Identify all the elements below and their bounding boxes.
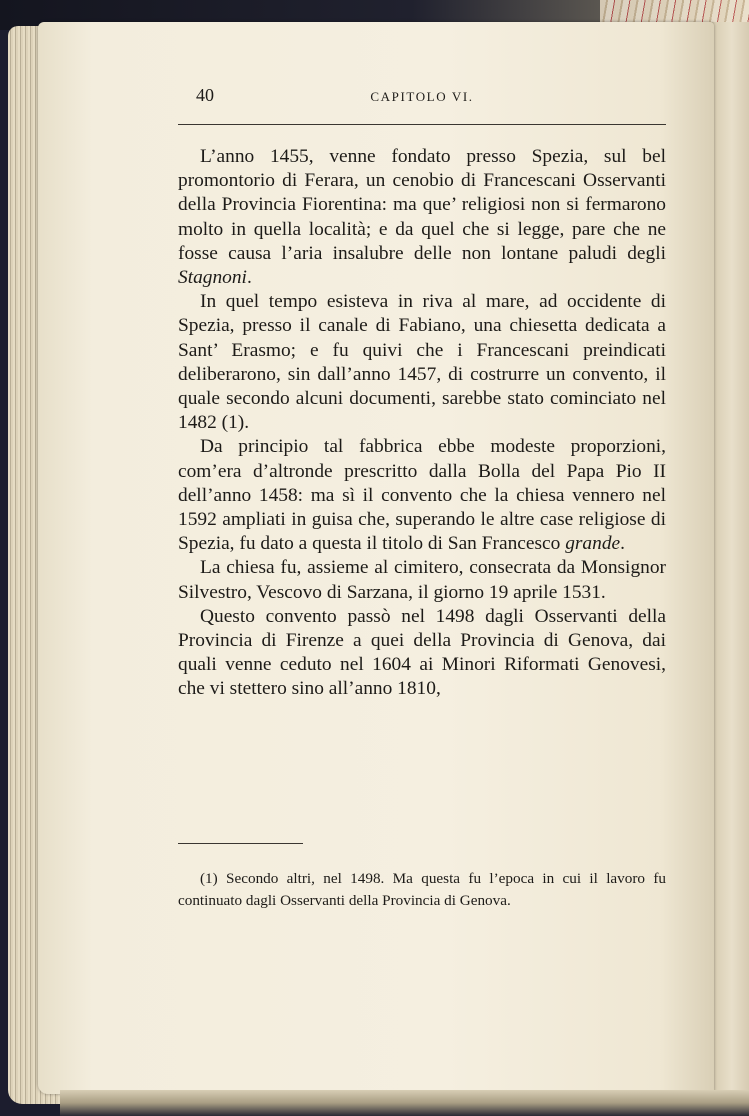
paper-scrap: [600, 0, 749, 22]
page-bottom-edge: [60, 1090, 749, 1116]
paragraph-5: Questo convento passò nel 1498 dagli Osservanti della Provincia di Firenze a quei della Provincia di Genova, dai quali venne ceduto nel 1604 ai Minori Riformati Genovesi, che vi stettero sino all’anno 1810,: [178, 605, 666, 700]
footnote-rule: [178, 843, 303, 844]
italic-term: Stagnoni: [178, 267, 247, 289]
footnote: [178, 868, 666, 911]
chapter-title: CAPITOLO VI.: [370, 89, 474, 104]
body-text: [178, 145, 666, 702]
paragraph-1: L’anno 1455, venne fondato presso Spezia, sul bel promontorio di Ferara, un cenobio di Francescani Osservanti della Provincia Fiorentina: ma que’ religiosi non si fermarono molto in quella località; e da quel che si legge, pare che ne fosse causa l’aria insalubre delle non lontane paludi degli Stagnoni.: [178, 146, 666, 289]
footnote-text: (1) Secondo altri, nel 1498. Ma questa fu l’epoca in cui il lavoro fu continuato dagli Osservanti della Provincia di Genova.: [178, 870, 666, 909]
paragraph-2: In quel tempo esisteva in riva al mare, ad occidente di Spezia, presso il canale di Fabiano, una chiesetta dedicata a Sant’ Erasmo; e fu quivi che i Francescani preindicati deliberarono, sin dall’anno 1457, di costrurre un convento, il quale secondo alcuni documenti, sarebbe stato cominciato nel 1482 (1).: [178, 291, 666, 434]
paragraph-4: La chiesa fu, assieme al cimitero, consecrata da Monsignor Silvestro, Vescovo di Sarzana, il giorno 19 aprile 1531.: [178, 557, 666, 603]
page-number: 40: [196, 85, 214, 105]
paragraph-3: Da principio tal fabbrica ebbe modeste proporzioni, com’era d’altronde prescritto dalla Bolla del Papa Pio II dell’anno 1458: ma sì il convento che la chiesa vennero nel 1592 ampliati in guisa che, superando le altre case religiose di Spezia, fu dato a questa il titolo di San Francesco grande.: [178, 436, 666, 555]
italic-term: grande: [565, 533, 621, 555]
running-header: [178, 84, 666, 108]
header-rule: [178, 124, 666, 125]
